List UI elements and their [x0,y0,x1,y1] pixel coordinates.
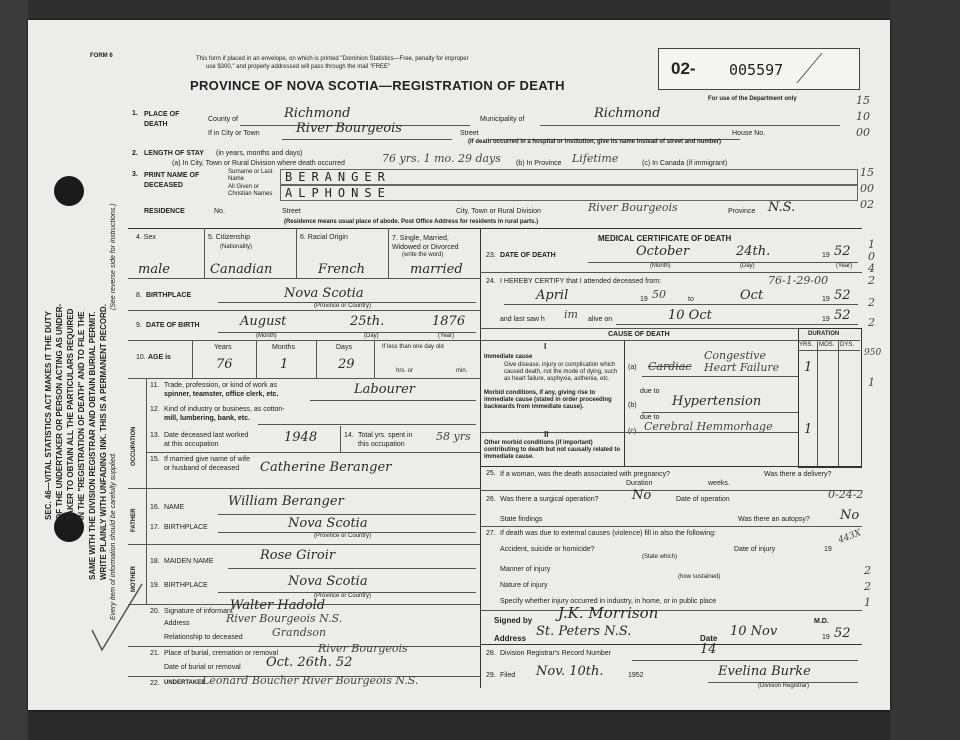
cause-part-2: II [544,430,549,439]
age-months: 1 [280,357,289,372]
cause-part-1: I [544,342,547,351]
surgery-margin: 0-24-2 [828,488,864,501]
sidebar-line-5: SAME WITH THE DIVISION REGISTRAR AND OBTAIN BURIAL PERMIT. [88,311,97,580]
county-value: Richmond [284,106,351,121]
occ-12-label: Kind of industry or business, as cotton- [164,406,285,413]
father-17-num: 17. [150,524,160,531]
sidebar-instructions [43,190,87,520]
mother-birthplace-value: Nova Scotia [288,574,368,589]
stay-canada-label: (c) In Canada (if immigrant) [642,160,728,167]
certify-margin-note: 76-1-29-00 [768,274,829,287]
dob-year-sub: (Year) [438,333,455,339]
given-value: ALPHONSE [285,186,391,200]
registration-number: 005597 [729,61,784,79]
informant-addr-value: River Bourgeois N.S. [226,612,343,625]
cause-c-value: Cerebral Hemmorhage [644,420,773,433]
street-label: Street [460,130,479,137]
duration-table [798,328,862,468]
attended-to-year: 52 [834,288,851,303]
death-year: 52 [834,244,851,259]
mother-birthplace-label: BIRTHPLACE [164,582,208,589]
surgery-value: No [632,488,652,503]
certify-label: I HEREBY CERTIFY that I attended deceased from: [500,278,662,285]
margin-code: 2 [868,316,875,329]
surgery-label: Was there a surgical operation? [500,496,599,503]
occ-11-label: Trade, profession, or kind of work as [164,382,277,389]
duration-header: DURATION [808,331,840,337]
sidebar-reverse-note: (See reverse side for instructions.) [110,203,117,310]
autopsy-value: No [840,508,860,523]
birthplace-sub: (Province or Country) [314,303,372,309]
residence-street-label: Street [282,208,301,215]
attended-from: April [536,288,569,303]
immediate-desc: Give disease, injury or complication which caused death, not the mode of dying, such as heart failure, asphyxia, asthenia, etc. [504,362,618,382]
mother-maiden-value: Rose Giroir [260,548,336,563]
cause-c-duration: 1 [804,422,813,437]
mother-18-num: 18. [150,558,160,565]
occ-14-num: 14. [344,432,354,439]
registrar-record-value: 14 [700,642,717,657]
racial-label: 6. Racial Origin [300,234,348,241]
father-birthplace-value: Nova Scotia [288,516,368,531]
filed-year: 1952 [628,672,644,679]
scan-top-edge [0,0,960,22]
signed-value: J.K. Morrison [558,604,659,622]
mother-maiden-label: MAIDEN NAME [164,558,214,565]
occ-15-num: 15. [150,456,160,463]
undertaker-label: UNDERTAKER [164,680,206,686]
death-day: 24th. [736,244,771,259]
undertaker-value: Leonard Boucher River Bourgeois N.S. [202,674,419,687]
last-seen-h: im [564,308,578,321]
last-seen-label: and last saw h [500,316,545,323]
death-month: October [636,244,690,259]
occ-13-label: Date deceased last worked [164,432,249,439]
days-label: Days [336,344,352,351]
occ-13-label-b: at this occupation [164,441,219,448]
margin-code: 2 [868,274,875,287]
alive-on-label: alive on [588,316,613,323]
autopsy-label: Was there an autopsy? [738,516,810,523]
cert-date-value: 10 Nov [730,624,778,639]
cause-a-duration: 1 [804,360,813,375]
sidebar-line-2: OF THE UNDERTAKER OR PERSON ACTING AS UNDER- [55,303,64,520]
margin-code: 2 [864,580,871,593]
alive-19: 19 [822,316,830,323]
form-title: PROVINCE OF NOVA SCOTIA—REGISTRATION OF DEATH [190,78,565,93]
dob-year: 1876 [432,314,466,329]
occ-15-label: If married give name of wife [164,456,250,463]
marital-label: 7. Single, Married, Widowed or Divorced [392,235,459,251]
occupation-side-label: OCCUPATION [131,426,137,466]
operation-date-label: Date of operation [676,496,730,503]
cause-a-label: (a) [628,364,637,371]
father-birthplace-label: BIRTHPLACE [164,524,208,531]
mother-sub: (Province or Country) [314,593,372,599]
registration-slash [796,53,862,83]
alive-on-value: 10 Oct [668,308,712,323]
years-label: Years [214,344,232,351]
death-day-sub: (Day) [740,263,755,269]
pregnancy-num: 25. [486,470,496,477]
father-16-num: 16. [150,504,160,511]
attended-from-year: 50 [652,288,666,301]
filed-num: 29. [486,672,496,679]
informant-num: 20. [150,608,160,615]
months-label: Months [272,344,295,351]
form-number: FORM 6 [90,53,113,59]
municipality-label: Municipality of [480,116,525,123]
cert-date-label: Date [700,634,718,643]
morbid-desc: Morbid conditions, if any, giving rise to immediate cause (stated in order proceeding backwards from immediate cause). [484,390,612,410]
sidebar-line-6: WRITE PLAINLY WITH UNFADING INK. THIS IS A PERMANENT RECORD. [99,304,108,580]
age-days: 29 [338,357,355,372]
stay-province-label: (b) In Province [516,160,562,167]
sidebar-lower [87,304,109,580]
marital-sub: (write the word) [402,252,444,258]
margin-code: 00 [856,126,870,139]
death-registration-form [28,20,890,710]
registrar-signature: Evelina Burke [718,664,811,679]
burial-num: 21. [150,650,160,657]
margin-code: 15 [860,166,874,179]
burial-date-value: Oct. 26th. 52 [266,655,353,670]
sidebar-line-3: TAKER TO OBTAIN ALL THE PARTICULARS REQUIRED [66,308,75,520]
margin-code: 15 [856,94,870,107]
delivery-label: Was there a delivery? [764,471,832,478]
margin-code: 950 [864,348,882,358]
occ-13-num: 13. [150,432,160,439]
duration-yrs: YRS. [799,342,814,348]
envelope-notice-2: use $300," and properly addressed will pass through the mail "FREE" [206,64,391,70]
citizen-label: 5. Citizenship [208,234,251,241]
burial-date-label: Date of burial or removal [164,664,241,671]
occ-11-num: 11. [150,382,160,389]
injury-date-label: Date of injury [734,546,776,553]
margin-code: 1 [868,376,875,389]
residence-city-label: City, Town or Rural Division [456,208,541,215]
cert-date-19: 19 [822,634,830,641]
margin-code: 10 [856,110,870,123]
cert-date-year: 52 [834,626,851,641]
residence-label: RESIDENCE [144,208,185,215]
mother-19-num: 19. [150,582,160,589]
stay-a-label: (a) In City, Town or Rural Division where death occurred [172,160,345,167]
margin-code: 00 [860,182,874,195]
surgery-num: 26. [486,496,496,503]
scan-left-edge [0,0,28,740]
dob-day: 25th. [350,314,385,329]
side-code: 443X [837,528,863,546]
occ-13-value: 1948 [284,430,318,445]
cause-b-label: (b) [628,402,637,409]
given-label: All Given or Christian Names [228,184,273,197]
nature-label: Nature of injury [500,582,548,589]
sex-label: 4. Sex [136,234,156,241]
alive-year: 52 [834,308,851,323]
surname-box [280,169,858,185]
accident-label: Accident, suicide or homicide? [500,546,595,553]
registration-number-box [658,48,860,90]
pregnancy-duration: Duration [626,480,653,487]
pregnancy-weeks: weeks. [708,480,730,487]
birthplace-value: Nova Scotia [284,286,364,301]
scan-right-edge [890,0,960,740]
place-note: (If death occurred in a hospital or institution, give its name instead of street and number) [468,139,722,145]
certify-num: 24. [486,278,496,285]
manner-label: Manner of injury [500,566,551,573]
duration-mos: MOS. [819,342,835,348]
place-label: PLACE OF DEATH [144,111,180,128]
city-label: If in City or Town [208,130,260,137]
state-findings-label: State findings [500,516,543,523]
occ-11-label-b: spinner, teamster, office clerk, etc. [164,391,279,398]
death-year-prefix: 19 [822,252,830,259]
stay-label: LENGTH OF STAY [144,150,204,157]
attended-to-19: 19 [822,296,830,303]
under-day-label: If less than one day old [382,344,444,350]
occ-11-value: Labourer [354,382,416,397]
medical-header: MEDICAL CERTIFICATE OF DEATH [598,234,732,243]
external-num: 27. [486,530,496,537]
citizen-sub: (Nationality) [220,244,253,250]
stay-a-value: 76 yrs. 1 mo. 29 days [382,152,501,165]
sidebar-line-1: SEC. 46—VITAL STATISTICS ACT MAKES IT THE DUTY [44,311,53,520]
father-side-label: FATHER [131,508,137,532]
dob-num: 9. [136,322,142,329]
filed-date: Nov. 10th. [536,664,604,679]
occ-14-value: 58 yrs [436,430,471,443]
registrar-record-label: Division Registrar's Record Number [500,650,612,657]
registration-prefix: 02- [671,59,696,78]
external-label: If death was due to external causes (violence) fill in also the following: [500,530,716,537]
dob-month: August [240,314,287,329]
informant-sig-label: Signature of informant [164,608,233,615]
due-to-2: due to [640,414,660,421]
residence-province-value: N.S. [768,200,796,215]
burial-place-label: Place of burial, cremation or removal [164,650,278,657]
check-mark-icon [88,580,148,660]
hrs-label: hrs. or [396,368,414,374]
stay-province-value: Lifetime [572,152,619,165]
cause-header: CAUSE OF DEATH [608,331,670,338]
residence-note: (Residence means usual place of abode. Post Office Address for residents in rural parts.) [284,219,539,225]
father-name-label: NAME [164,504,185,511]
margin-code: 0 [868,250,875,263]
death-year-sub: (Year) [836,263,853,269]
residence-no-label: No. [214,208,225,215]
immediate-label: Immediate cause [484,354,533,360]
attended-to: Oct [740,288,764,303]
death-date-num: 23. [486,252,496,259]
racial-value: French [318,262,365,277]
cause-a-value: Congestive Heart Failure [704,349,780,374]
marital-value: married [410,262,463,277]
occ-12-num: 12. [150,406,160,413]
signed-label: Signed by [494,616,533,625]
surname-label: Surname or Last Name [228,169,273,182]
death-date-label: DATE OF DEATH [500,252,556,259]
occ-15-value: Catherine Beranger [260,460,392,475]
margin-code: 2 [864,564,871,577]
death-month-sub: (Month) [650,263,671,269]
cause-a-struck: Cardiac [648,360,692,373]
registrar-record-num: 28. [486,650,496,657]
margin-code: 1 [868,238,875,251]
age-years: 76 [216,357,233,372]
margin-code: 1 [864,596,871,609]
sidebar-line-4: IN THE "REGISTRATION OF DEATH" AND TO FILE THE [77,311,86,520]
due-to-1: due to [640,388,660,395]
given-box [280,185,858,201]
occ-15-label-b: or husband of deceased [164,465,240,472]
municipality-value: Richmond [594,106,661,121]
duration-dys: DYS. [840,342,855,348]
occ-14-label-b: this occupation [358,441,405,448]
min-label: min. [456,368,468,374]
house-label: House No. [732,130,766,137]
name-num: 3. [132,171,138,178]
burial-place-value: River Bourgeois [318,642,408,655]
injury-date-19: 19 [824,546,832,553]
surname-value: BERANGER [285,170,391,184]
citizen-value: Canadian [210,262,273,277]
undertaker-num: 22. [150,680,160,687]
informant-sig-value: Walter Hadold [230,598,326,613]
department-use-note: For use of the Department only [708,96,797,102]
attended-from-19: 19 [640,296,648,303]
dob-day-sub: (Day) [364,333,379,339]
father-name-value: William Beranger [228,494,344,509]
city-value: River Bourgeois [296,121,402,136]
sidebar-careful-note: Every item of information should be carefully supplied. [110,452,117,620]
how-sustained: (how sustained) [678,574,721,580]
margin-code: 2 [868,296,875,309]
father-sub: (Province or Country) [314,533,372,539]
sex-value: male [138,262,170,277]
mother-side-label: MOTHER [131,566,137,592]
registrar-sub: (Division Registrar) [758,683,810,689]
specify-label: Specify whether injury occurred in industry, in home, or in public place [500,598,717,605]
occ-12-label-b: mill, lumbering, bank, etc. [164,415,250,422]
informant-rel-label: Relationship to deceased [164,634,243,641]
md-label: M.D. [814,618,829,625]
dob-month-sub: (Month) [256,333,277,339]
state-which: (State which) [642,554,678,560]
county-label: County of [208,116,238,123]
informant-rel-value: Grandson [272,626,327,639]
residence-city-value: River Bourgeois [588,201,678,214]
informant-addr-label: Address [164,620,190,627]
envelope-notice-1: This form if placed in an envelope, on which is printed "Dominion Statistics—Free, penalty for improper [196,56,469,62]
place-num: 1. [132,110,138,117]
other-morbid-desc: Other morbid conditions (if important) contributing to death but not causally related to immediate cause. [484,440,621,460]
cause-c-label: (c) [628,428,637,435]
pregnancy-label: If a woman, was the death associated with pregnancy? [500,471,671,478]
margin-code: 4 [868,262,875,275]
stay-num: 2. [132,150,138,157]
cause-b-value: Hypertension [672,394,762,409]
filed-label: Filed [500,672,516,679]
occ-14-label: Total yrs. spent in [358,432,413,439]
doctor-address-label: Address [494,634,527,643]
dob-label: DATE OF BIRTH [146,322,200,329]
residence-province-label: Province [728,208,756,215]
age-label: AGE is [148,354,171,361]
birthplace-label: BIRTHPLACE [146,292,192,299]
age-num: 10. [136,354,146,361]
doctor-address-value: St. Peters N.S. [536,624,632,639]
birthplace-num: 8. [136,292,142,299]
attended-to-label: to [688,296,694,303]
margin-code: 02 [860,198,874,211]
name-label: PRINT NAME OF DECEASED [144,172,200,189]
stay-sub: (in years, months and days) [216,150,303,157]
